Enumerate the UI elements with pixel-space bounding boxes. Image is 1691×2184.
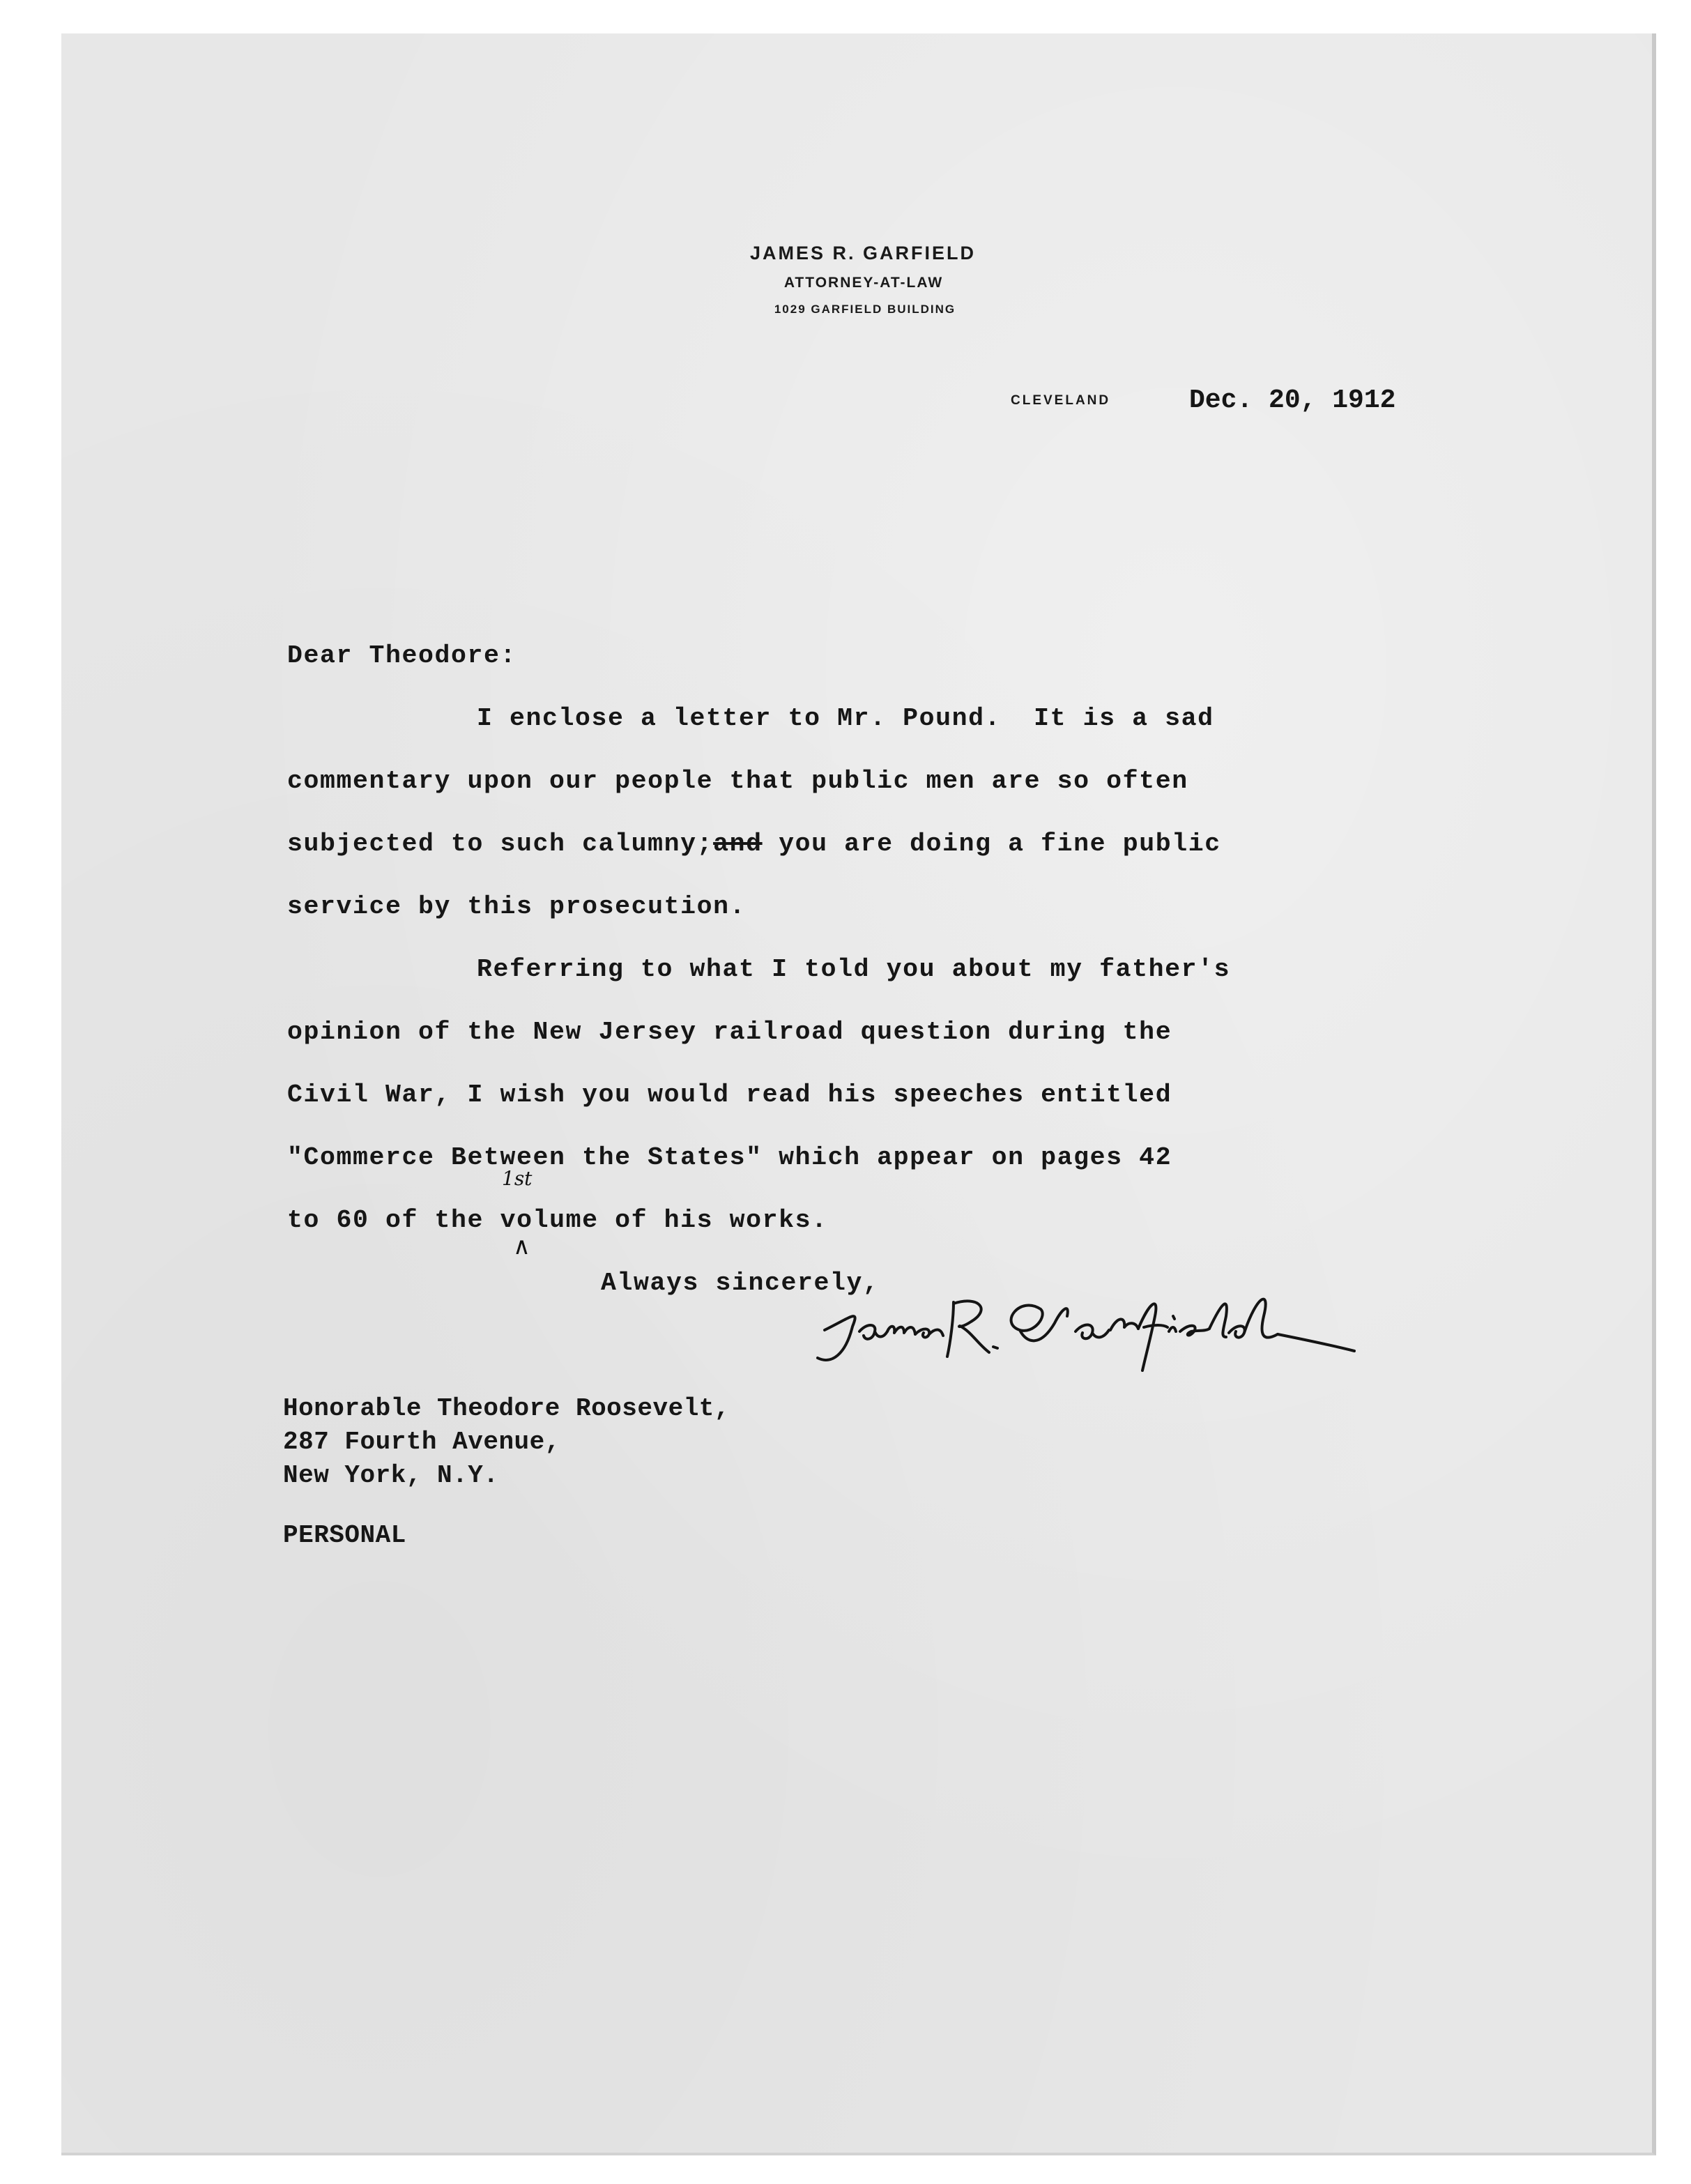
letterhead-title: ATTORNEY-AT-LAW — [783, 275, 944, 291]
paragraph2-line2: opinion of the New Jersey railroad question during the — [287, 1018, 1172, 1046]
paragraph2-line5-after: volume of his works. — [500, 1206, 828, 1235]
letter-page — [61, 33, 1656, 2155]
dateline-city: CLEVELAND — [1011, 393, 1111, 408]
paragraph1-line4: service by this prosecution. — [287, 892, 747, 921]
salutation: Dear Theodore: — [287, 641, 517, 670]
recipient-line1: Honorable Theodore Roosevelt, — [283, 1394, 730, 1423]
paragraph2-line4: "Commerce Between the States" which appear on pages 42 — [287, 1143, 1172, 1172]
letterhead-address: 1029 GARFIELD BUILDING — [774, 303, 956, 316]
paragraph2-line3: Civil War, I wish you would read his speeches entitled — [287, 1080, 1172, 1109]
paragraph2-line5-before: to 60 of the — [287, 1206, 484, 1235]
paragraph1-line3-before: subjected to such calumny; — [287, 830, 714, 858]
insertion-caret-icon: ∧ — [513, 1232, 530, 1260]
letterhead-name: JAMES R. GARFIELD — [749, 243, 977, 264]
recipient-line2: 287 Fourth Avenue, — [283, 1428, 560, 1456]
recipient-line3: New York, N.Y. — [283, 1461, 499, 1490]
handwritten-insertion: 1st — [502, 1167, 533, 1190]
paragraph1-line2: commentary upon our people that public men are so often — [287, 767, 1188, 795]
paragraph1-line1: I enclose a letter to Mr. Pound. It is a sad — [477, 704, 1214, 733]
signature — [811, 1288, 1410, 1379]
paragraph1-line3-after: you are doing a fine public — [762, 830, 1221, 858]
closing: Always sincerely, — [601, 1269, 880, 1297]
letter-date: Dec. 20, 1912 — [1189, 385, 1396, 415]
paragraph2-line5 — [287, 1206, 828, 1235]
paragraph1-line3 — [287, 830, 1221, 858]
paragraph2-line1: Referring to what I told you about my father's — [477, 955, 1231, 984]
personal-marking: PERSONAL — [283, 1521, 406, 1550]
struck-word: and — [713, 830, 763, 858]
